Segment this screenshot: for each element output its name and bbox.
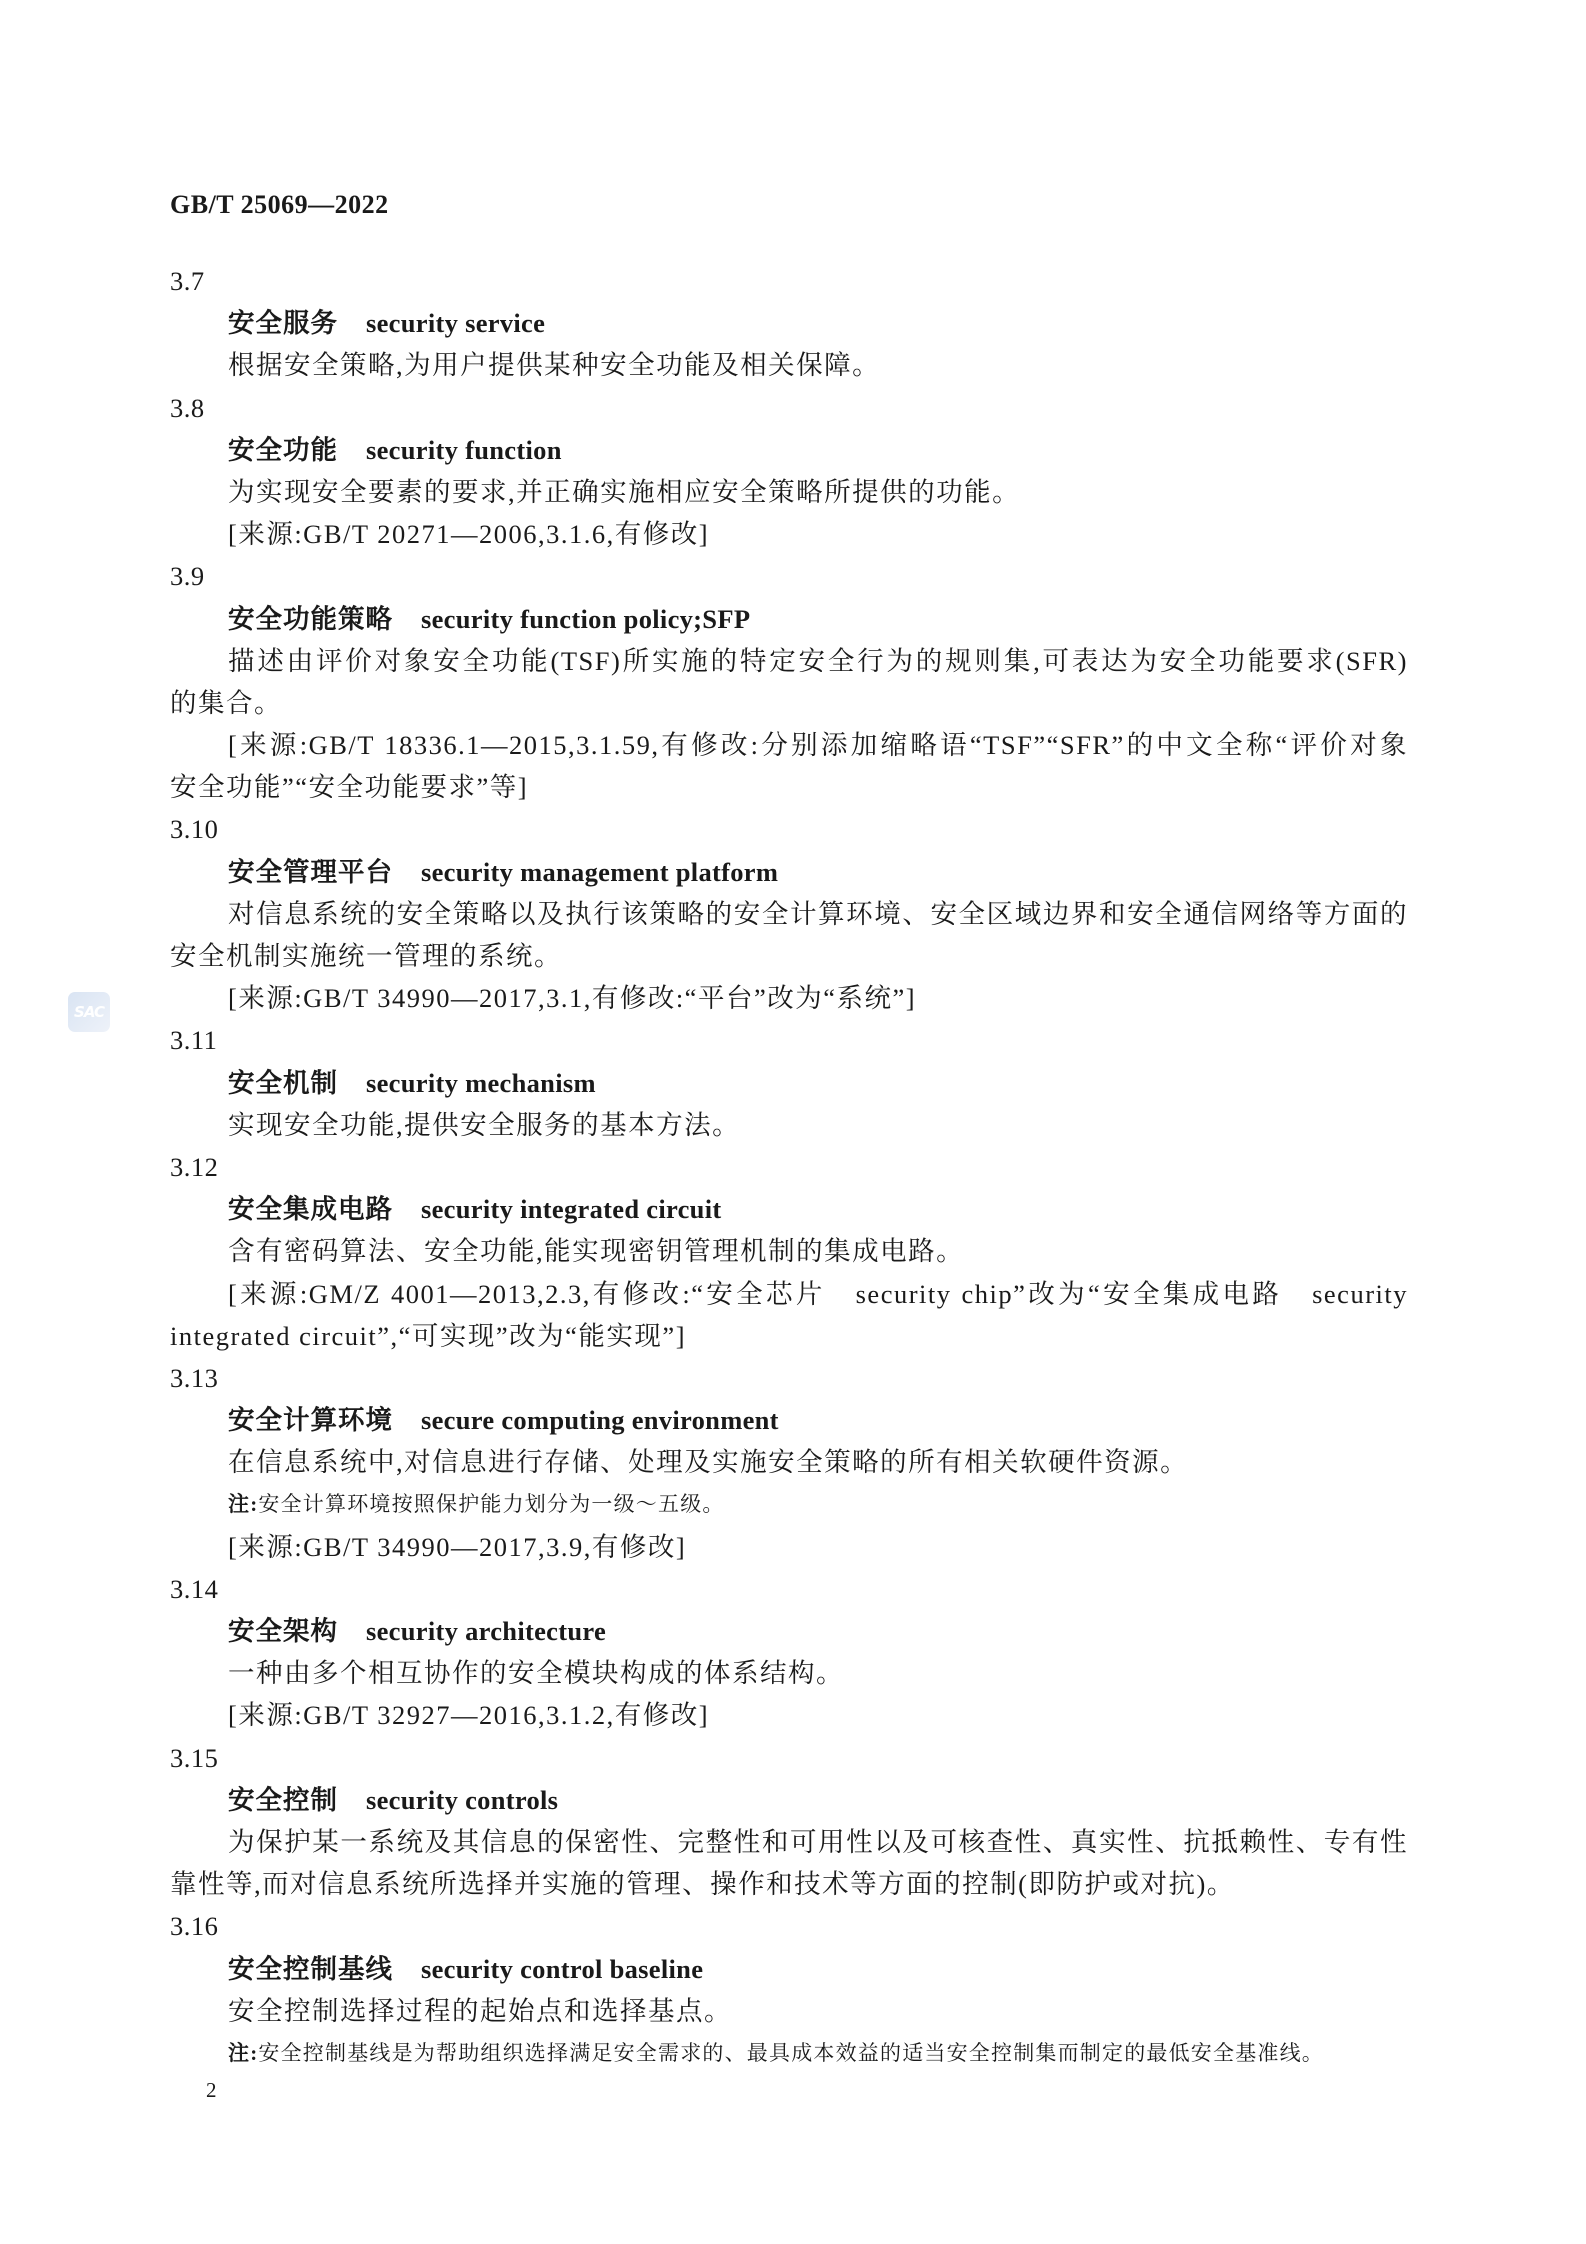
term-heading [170, 1399, 1408, 1441]
term-chinese: 安全集成电路 [228, 1194, 393, 1225]
term-definition: 根据安全策略,为用户提供某种安全功能及相关保障。 [228, 350, 881, 381]
term-definition: 的集合。 [170, 687, 282, 718]
term-heading [170, 429, 1408, 471]
term-number: 3.8 [170, 392, 205, 423]
term-chinese: 安全功能 [228, 434, 338, 465]
term-number: 3.10 [170, 814, 219, 845]
term-heading [170, 1948, 1408, 1990]
term-source: 安全功能”“安全功能要求”等] [170, 772, 529, 803]
term-number: 3.16 [170, 1911, 219, 1942]
term-heading [170, 1188, 1408, 1230]
note-text: 安全控制基线是为帮助组织选择满足安全需求的、最具成本效益的适当安全控制集而制定的最低安全基准线。 [258, 2040, 1325, 2065]
term-definition: 靠性等,而对信息系统所选择并实施的管理、操作和技术等方面的控制(即防护或对抗)。 [170, 1869, 1235, 1900]
term-definition: 在信息系统中,对信息进行存储、处理及实施安全策略的所有相关软硬件资源。 [228, 1447, 1189, 1478]
term-source: [来源:GB/T 34990—2017,3.1,有修改:“平台”改为“系统”] [228, 983, 917, 1014]
term-source: integrated circuit”,“可实现”改为“能实现”] [170, 1320, 687, 1351]
term-source: [来源:GB/T 18336.1—2015,3.1.59,有修改:分别添加缩略语“TSF”“SFR”的中文全称“评价对象 [228, 730, 1408, 761]
term-chinese: 安全服务 [228, 308, 338, 339]
term-chinese: 安全控制基线 [228, 1953, 393, 1984]
term-definition: 安全机制实施统一管理的系统。 [170, 941, 562, 971]
term-definition: 实现安全功能,提供安全服务的基本方法。 [228, 1109, 741, 1140]
term-number: 3.14 [170, 1573, 219, 1604]
term-source: [来源:GB/T 32927—2016,3.1.2,有修改] [228, 1700, 710, 1731]
term-number: 3.7 [170, 266, 205, 296]
note-label: 注: [228, 2040, 259, 2065]
term-english: security mechanism [366, 1067, 596, 1098]
term-english: security service [366, 308, 546, 339]
term-definition: 为保护某一系统及其信息的保密性、完整性和可用性以及可核查性、真实性、抗抵赖性、专有性 [228, 1826, 1408, 1857]
term-english: security management platform [421, 856, 779, 887]
terms-list [170, 260, 1408, 2074]
term-chinese: 安全控制 [228, 1784, 338, 1815]
term-source: [来源:GM/Z 4001—2013,2.3,有修改:“安全芯片 security chip”改为“安全集成电路 security [228, 1278, 1408, 1309]
term-number: 3.15 [170, 1742, 219, 1773]
term-english: security function [366, 434, 562, 465]
term-english: security architecture [366, 1616, 607, 1646]
term-definition: 安全控制选择过程的起始点和选择基点。 [228, 1995, 732, 2026]
term-definition: 一种由多个相互协作的安全模块构成的体系结构。 [228, 1658, 844, 1689]
term-heading [170, 1610, 1408, 1652]
term-chinese: 安全管理平台 [228, 856, 393, 887]
term-number: 3.11 [170, 1025, 218, 1056]
term-chinese: 安全功能策略 [228, 603, 393, 634]
term-source: [来源:GB/T 20271—2006,3.1.6,有修改] [228, 519, 710, 550]
term-heading [170, 302, 1408, 344]
term-number: 3.9 [170, 561, 205, 592]
sac-logo-watermark: SAC [68, 992, 110, 1032]
term-english: secure computing environment [421, 1405, 779, 1436]
term-note [170, 1483, 1408, 1525]
term-source: [来源:GB/T 34990—2017,3.9,有修改] [228, 1531, 687, 1562]
term-note [170, 2032, 1408, 2074]
page-number: 2 [206, 2078, 217, 2102]
note-text: 安全计算环境按照保护能力划分为一级～五级。 [258, 1492, 725, 1517]
term-heading [170, 1062, 1408, 1104]
note-label: 注: [228, 1492, 259, 1517]
term-definition: 含有密码算法、安全功能,能实现密钥管理机制的集成电路。 [228, 1236, 965, 1267]
term-definition: 为实现安全要素的要求,并正确实施相应安全策略所提供的功能。 [228, 476, 1021, 507]
term-number: 3.13 [170, 1362, 219, 1393]
term-definition: 对信息系统的安全策略以及执行该策略的安全计算环境、安全区域边界和安全通信网络等方面的 [228, 898, 1408, 929]
term-chinese: 安全机制 [228, 1067, 338, 1098]
term-heading [170, 1779, 1408, 1821]
term-heading [170, 598, 1408, 640]
standard-number-header: GB/T 25069—2022 [170, 190, 389, 219]
term-english: security integrated circuit [421, 1194, 722, 1225]
term-english: security function policy;SFP [421, 603, 751, 634]
term-english: security control baseline [421, 1953, 704, 1984]
term-chinese: 安全计算环境 [228, 1405, 393, 1436]
term-heading [170, 851, 1408, 893]
term-chinese: 安全架构 [228, 1616, 338, 1646]
term-definition: 描述由评价对象安全功能(TSF)所实施的特定安全行为的规则集,可表达为安全功能要求(SFR) [228, 645, 1408, 676]
term-english: security controls [366, 1784, 559, 1815]
term-number: 3.12 [170, 1151, 219, 1182]
